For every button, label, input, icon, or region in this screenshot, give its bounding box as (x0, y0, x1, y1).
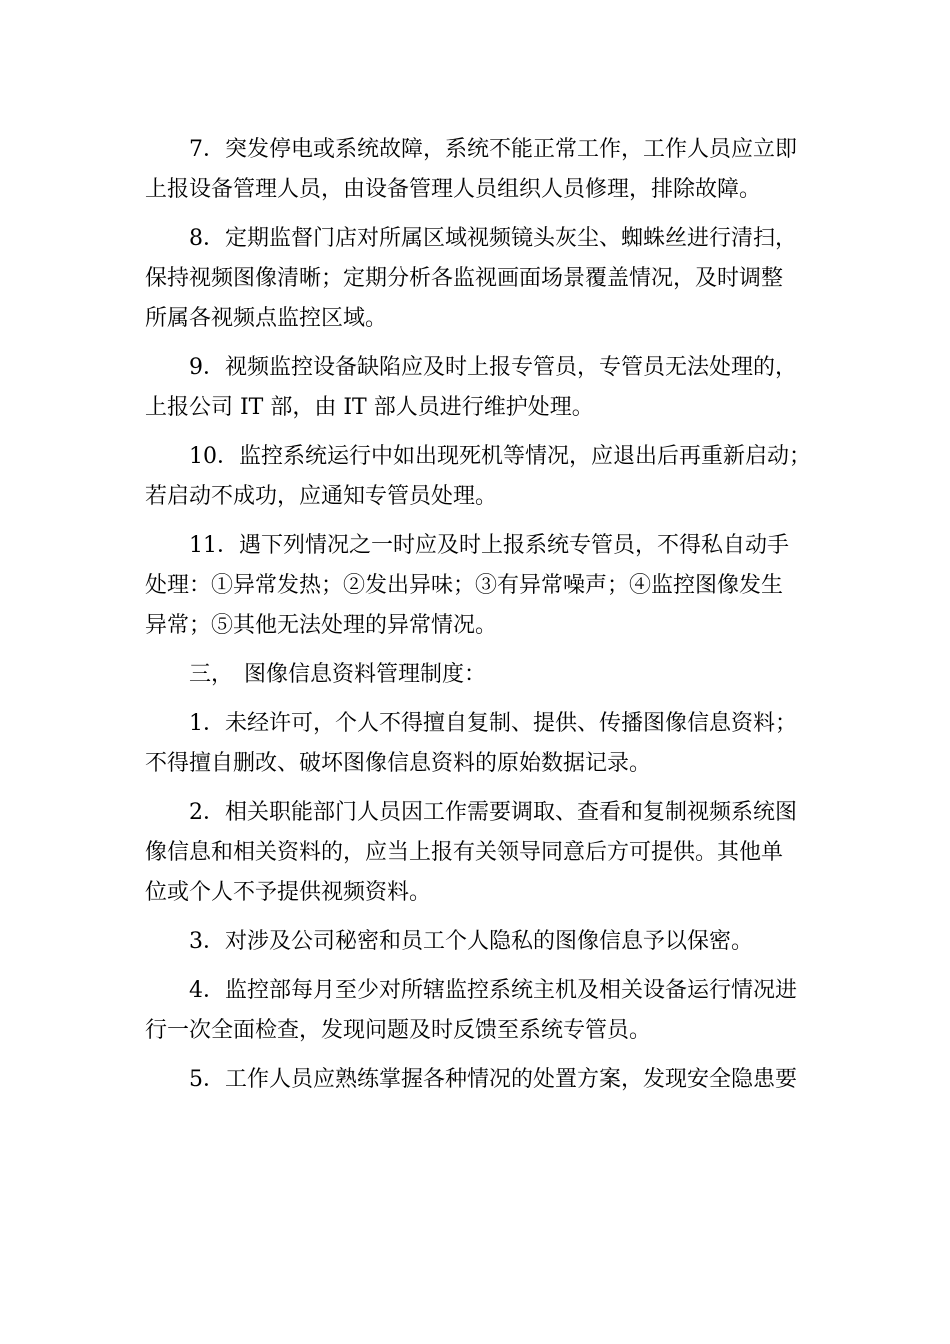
item-2-line-2: 像信息和相关资料的，应当上报有关领导同意后方可提供。其他单 (145, 840, 784, 865)
item-4-line-1: 4．监控部每月至少对所辖监控系统主机及相关设备运行情况进 (189, 978, 797, 1003)
document-body (145, 130, 825, 1100)
item-4-line-2: 行一次全面检查，发现问题及时反馈至系统专管员。 (145, 1018, 652, 1043)
item-11-line-1: 11．遇下列情况之一时应及时上报系统专管员，不得私自动手 (189, 533, 789, 558)
item-8-line-3: 所属各视频点监控区域。 (145, 306, 388, 331)
item-11-line-3: 异常；⑤其他无法处理的异常情况。 (145, 613, 498, 638)
item-5-line-1: 5．工作人员应熟练掌握各种情况的处置方案，发现安全隐患要 (189, 1067, 797, 1092)
item-7-line-2: 上报设备管理人员，由设备管理人员组织人员修理，排除故障。 (145, 177, 762, 202)
item-10-line-2: 若启动不成功，应通知专管员处理。 (145, 484, 498, 509)
item-8-line-2: 保持视频图像清晰；定期分析各监视画面场景覆盖情况，及时调整 (145, 266, 784, 291)
section-heading: 三， 图像信息资料管理制度： (189, 662, 487, 687)
item-1-line-2: 不得擅自删改、破坏图像信息资料的原始数据记录。 (145, 751, 652, 776)
item-10-line-1: 10．监控系统运行中如出现死机等情况，应退出后再重新启动； (189, 444, 811, 469)
item-8-line-1: 8．定期监督门店对所属区域视频镜头灰尘、蜘蛛丝进行清扫， (189, 226, 797, 251)
item-3-line-1: 3．对涉及公司秘密和员工个人隐私的图像信息予以保密。 (189, 929, 753, 954)
item-2-line-1: 2．相关职能部门人员因工作需要调取、查看和复制视频系统图 (189, 800, 797, 825)
item-2-line-3: 位或个人不予提供视频资料。 (145, 880, 432, 905)
item-11-line-2: 处理：①异常发热；②发出异味；③有异常噪声；④监控图像发生 (145, 573, 784, 598)
item-1-line-1: 1．未经许可，个人不得擅自复制、提供、传播图像信息资料； (189, 711, 797, 736)
item-9-line-2: 上报公司 IT 部，由 IT 部人员进行维护处理。 (145, 395, 594, 420)
item-7-line-1: 7．突发停电或系统故障，系统不能正常工作，工作人员应立即 (189, 137, 797, 162)
item-9-line-1: 9．视频监控设备缺陷应及时上报专管员，专管员无法处理的， (189, 355, 797, 380)
